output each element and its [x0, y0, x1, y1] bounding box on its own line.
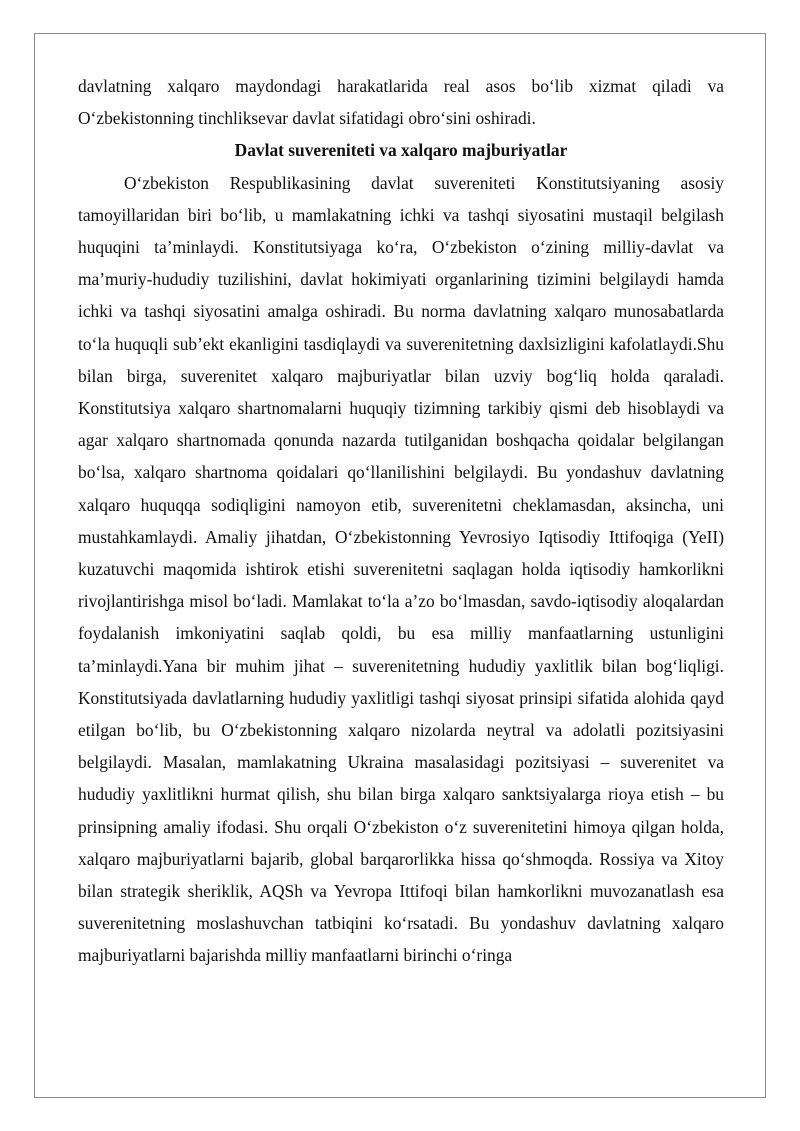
body-paragraph: O‘zbekiston Respublikasining davlat suvereniteti Konstitutsiyaning asosiy tamoyillaridan biri bo‘lib, u mamlakatning ichki va tashqi siyosatini mustaqil belgilash huquqini ta’minlaydi. Konstitutsiyaga ko‘ra, O‘zbekiston o‘zining milliy-davlat va ma’muriy-hududiy tuzilishini, davlat hokimiyati organlarining tizimini belgilaydi hamda ichki va tashqi siyosatini amalga oshiradi. Bu norma davlatning xalqaro munosabatlarda to‘la huquqli sub’ekt ekanligini tasdiqlaydi va suverenitetning daxlsizligini kafolatlaydi.Shu bilan birga, suverenitet xalqaro majburiyatlar bilan uzviy bog‘liq holda qaraladi. Konstitutsiya xalqaro shartnomalarni huquqiy tizimning tarkibiy qismi deb hisoblaydi va agar xalqaro shartnomada qonunda nazarda tutilganidan boshqacha qoidalar belgilangan bo‘lsa, xalqaro shartnoma qoidalari qo‘llanilishini belgilaydi. Bu yondashuv davlatning xalqaro huquqqa sodiqligini namoyon etib, suverenitetni cheklamasdan, aksincha, uni mustahkamlaydi. Amaliy jihatdan, O‘zbekistonning Yevrosiyo Iqtisodiy Ittifoqiga (YeII) kuzatuvchi maqomida ishtirok etishi suverenitetni saqlagan holda iqtisodiy hamkorlikni rivojlantirishga misol bo‘ladi. Mamlakat to‘la a’zo bo‘lmasdan, savdo-iqtisodiy aloqalardan foydalanish imkoniyatini saqlab qoldi, bu esa milliy manfaatlarning ustunligini ta’minlaydi.Yana bir muhim jihat – suverenitetning hududiy yaxlitlik bilan bog‘liqligi. Konstitutsiyada davlatlarning hududiy yaxlitligi tashqi siyosat prinsipi sifatida alohida qayd etilgan bo‘lib, bu O‘zbekistonning xalqaro nizolarda neytral va adolatli pozitsiyasini belgilaydi. Masalan, mamlakatning Ukraina masalasidagi pozitsiyasi – suverenitet va hududiy yaxlitlikni hurmat qilish, shu bilan birga xalqaro sanktsiyalarga rioya etish – bu prinsipning amaliy ifodasi. Shu orqali O‘zbekiston o‘z suverenitetini himoya qilgan holda, xalqaro majburiyatlarni bajarib, global barqarorlikka hissa qo‘shmoqda. Rossiya va Xitoy bilan strategik sheriklik, AQSh va Yevropa Ittifoqi bilan hamkorlikni muvozanatlash esa suverenitetning moslashuvchan tatbiqini ko‘rsatadi. Bu yondashuv davlatning xalqaro majburiyatlarni bajarishda milliy manfaatlarni birinchi o‘ringa — [78, 172, 724, 966]
section-heading: Davlat suvereniteti va xalqaro majburiyatlar — [234, 140, 568, 161]
document-body — [78, 70, 724, 972]
intro-paragraph: davlatning xalqaro maydondagi harakatlarida real asos bo‘lib xizmat qiladi va O‘zbekistonning tinchliksevar davlat sifatidagi obro‘sini oshiradi. — [78, 76, 724, 129]
